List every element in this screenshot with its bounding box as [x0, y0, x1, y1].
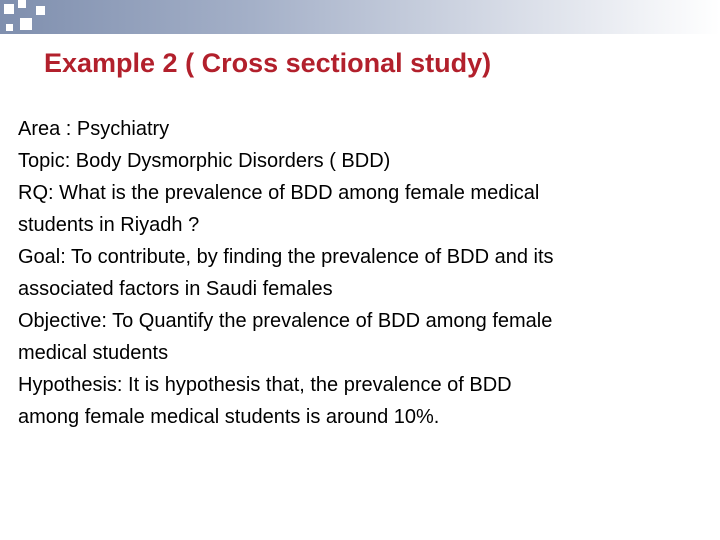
- rq-line-1: RQ: What is the prevalence of BDD among female medical: [18, 182, 540, 204]
- rq-line-2: students in Riyadh ?: [18, 214, 200, 236]
- decorative-squares-icon: [0, 0, 60, 40]
- rq-paragraph: [18, 177, 708, 241]
- objective-line-1: Objective: To Quantify the prevalence of BDD among female: [18, 310, 553, 332]
- goal-paragraph: [18, 241, 708, 305]
- hypothesis-line-1: Hypothesis: It is hypothesis that, the prevalence of BDD: [18, 374, 512, 396]
- area-line: Area : Psychiatry: [18, 118, 170, 140]
- goal-line-1: Goal: To contribute, by finding the prevalence of BDD and its: [18, 246, 554, 268]
- slide-body: [18, 113, 708, 433]
- objective-paragraph: [18, 305, 708, 369]
- goal-line-2: associated factors in Saudi females: [18, 278, 333, 300]
- topic-line: Topic: Body Dysmorphic Disorders ( BDD): [18, 150, 391, 172]
- objective-line-2: medical students: [18, 342, 169, 364]
- hypothesis-line-2: among female medical students is around 10%.: [18, 406, 440, 428]
- header-gradient-band: [0, 0, 720, 34]
- hypothesis-paragraph: [18, 369, 708, 433]
- slide-title: Example 2 ( Cross sectional study): [44, 48, 492, 78]
